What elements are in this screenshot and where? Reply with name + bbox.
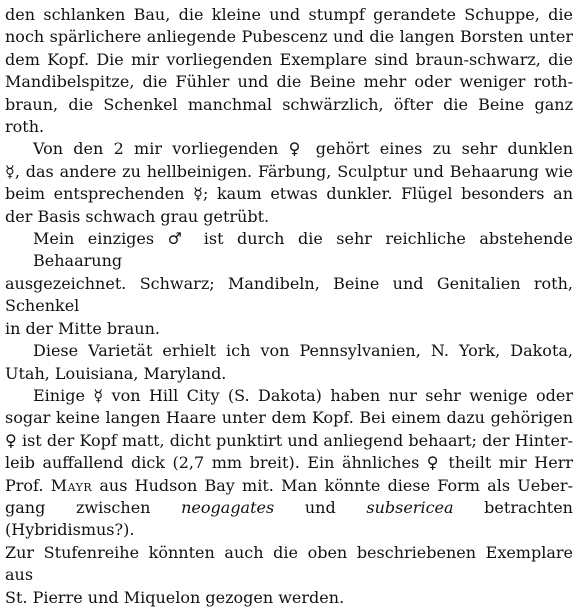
author-name-smallcaps: Mayr	[50, 475, 93, 495]
text-line: Diese Varietät erhielt ich von Pennsylvanien, N. York, Dakota,	[33, 341, 573, 361]
text-line: ausgezeichnet. Schwarz; Mandibeln, Beine und Genitalien roth, Schenkel	[5, 273, 573, 316]
paragraph-4	[5, 340, 573, 385]
paragraph-1	[5, 4, 573, 138]
text-line: beim entsprechenden ☿; kaum etwas dunkler. Flügel besonders an	[5, 184, 573, 204]
text-fragment: gang zwischen	[5, 497, 182, 517]
text-line: ♀ ist der Kopf matt, dicht punktirt und anliegend behaart; der Hinter-	[5, 430, 573, 450]
text-line: in der Mitte braun.	[5, 318, 160, 338]
species-name-italic: subsericea	[366, 497, 454, 517]
paragraph-3	[5, 228, 573, 340]
text-line: Zur Stufenreihe könnten auch die oben beschriebenen Exemplare aus	[5, 542, 573, 585]
species-name-italic: neogagates	[181, 497, 275, 517]
text-line: braun, die Schenkel manchmal schwärzlich, öfter die Beine ganz roth.	[5, 94, 573, 137]
text-fragment: Prof.	[5, 475, 51, 495]
text-fragment: betrachten (Hybridismus?).	[5, 497, 573, 540]
text-line: sogar keine langen Haare unter dem Kopf. Bei einem dazu gehörigen	[5, 408, 573, 428]
text-line: dem Kopf. Die mir vorliegenden Exemplare sind braun-schwarz, die	[5, 49, 573, 69]
text-fragment: und	[274, 497, 367, 517]
text-line: Utah, Louisiana, Maryland.	[5, 363, 227, 383]
text-line: der Basis schwach grau getrübt.	[5, 206, 270, 226]
text-line	[5, 475, 573, 497]
text-line: Mein einziges ♂ ist durch die sehr reichliche abstehende Behaarung	[33, 229, 573, 271]
text-line	[5, 497, 573, 542]
text-line: ☿, das andere zu hellbeinigen. Färbung, Sculptur und Behaarung wie	[5, 161, 573, 181]
text-line: Von den 2 mir vorliegenden ♀ gehört eines zu sehr dunklen	[33, 139, 573, 159]
text-line: Einige ☿ von Hill City (S. Dakota) haben nur sehr wenige oder	[33, 385, 573, 405]
text-line: den schlanken Bau, die kleine und stumpf gerandete Schuppe, die	[5, 5, 573, 24]
paragraph-5	[5, 385, 573, 609]
text-fragment: aus Hudson Bay mit. Man könnte diese Form als Ueber-	[92, 475, 573, 495]
text-line: leib auffallend dick (2,7 mm breit). Ein ähnliches ♀ theilt mir Herr	[5, 453, 573, 473]
text-line: Mandibelspitze, die Fühler und die Beine mehr oder weniger roth-	[5, 72, 573, 92]
paragraph-2	[5, 138, 573, 228]
text-line: St. Pierre und Miquelon gezogen werden.	[5, 587, 345, 607]
text-line: noch spärlichere anliegende Pubescenz und die langen Borsten unter	[5, 27, 573, 47]
document-page	[5, 4, 573, 609]
